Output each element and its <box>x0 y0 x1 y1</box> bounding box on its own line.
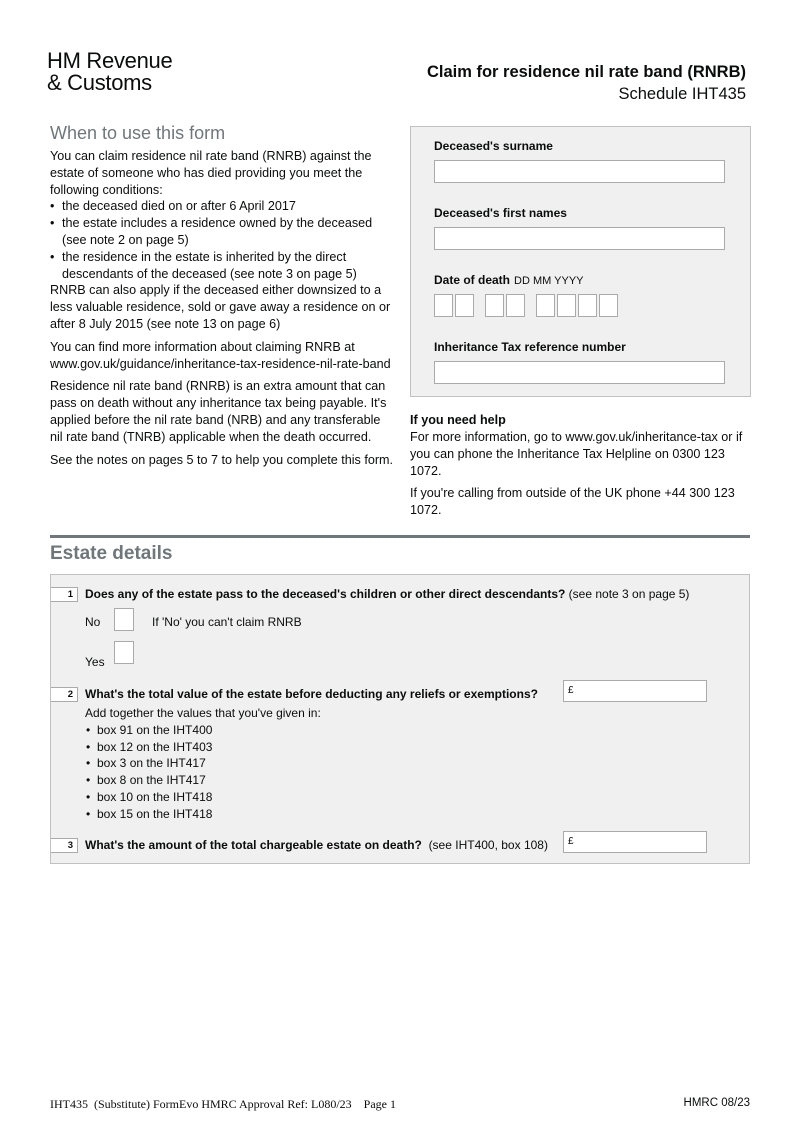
question-3-label: What's the amount of the total chargeable estate on death? <box>85 838 422 852</box>
box-reference-item: • box 91 on the IHT400 <box>85 722 321 739</box>
question-3-text <box>85 838 548 852</box>
month-digit-2[interactable] <box>506 294 525 317</box>
question-2-guidance <box>85 705 321 823</box>
surname-input[interactable] <box>434 160 725 183</box>
box-reference-item: • box 12 on the IHT403 <box>85 739 321 756</box>
footer-reference: IHT435 (Substitute) FormEvo HMRC Approval Ref: L080/23 Page 1 <box>50 1097 396 1111</box>
iht-reference-label: Inheritance Tax reference number <box>434 340 626 354</box>
downsize-text: RNRB can also apply if the deceased either downsized to a less valuable residence, sold or gave away a residence on or after 8 July 2015 (see note 13 on page 6) <box>50 283 391 331</box>
help-heading: If you need help <box>410 413 506 427</box>
box-reference-item: • box 3 on the IHT417 <box>85 755 321 772</box>
see-notes-text: See the notes on pages 5 to 7 to help you complete this form. <box>50 452 394 467</box>
condition-item: • the residence in the estate is inherited by the direct descendants of the deceased (see note 3 on page 5) <box>50 249 395 283</box>
help-section <box>410 412 750 524</box>
section-divider <box>50 535 750 538</box>
rnrb-explanation: Residence nil rate band (RNRB) is an extra amount that can pass on death without any inheritance tax being payable. It's applied before the nil rate band (NRB) and any transferable nil rate band (TNRB) applicable when the death occurred. <box>50 379 387 444</box>
date-of-death-label <box>434 273 584 287</box>
question-2-text: What's the total value of the estate before deducting any reliefs or exemptions? <box>85 687 538 701</box>
box-reference-item: • box 15 on the IHT418 <box>85 806 321 823</box>
option-yes-label: Yes <box>85 655 105 669</box>
when-to-use-heading: When to use this form <box>50 123 226 143</box>
intro-text: You can claim residence nil rate band (RNRB) against the estate of someone who has died providing you meet the following conditions: <box>50 149 372 197</box>
yes-checkbox[interactable] <box>114 641 134 664</box>
no-checkbox[interactable] <box>114 608 134 631</box>
day-digit-1[interactable] <box>434 294 453 317</box>
question-1-note: (see note 3 on page 5) <box>568 587 690 601</box>
first-names-input[interactable] <box>434 227 725 250</box>
month-group <box>485 294 527 317</box>
logo-line-1: HM Revenue <box>47 48 173 73</box>
question-1-text <box>85 587 689 601</box>
year-digit-2[interactable] <box>557 294 576 317</box>
day-group <box>434 294 476 317</box>
surname-label: Deceased's surname <box>434 139 553 153</box>
estate-value-input[interactable]: £ <box>563 680 707 702</box>
logo-line-2: & Customs <box>47 70 152 95</box>
chargeable-estate-input[interactable]: £ <box>563 831 707 853</box>
month-digit-1[interactable] <box>485 294 504 317</box>
no-option-note: If 'No' you can't claim RNRB <box>152 615 302 629</box>
form-schedule: Schedule IHT435 <box>618 85 746 103</box>
question-2-intro: Add together the values that you've given in: <box>85 706 321 720</box>
date-of-death-label-text: Date of death <box>434 273 511 287</box>
box-reference-list <box>85 722 321 823</box>
iht-reference-input[interactable] <box>434 361 725 384</box>
option-no-label: No <box>85 615 101 629</box>
conditions-list <box>50 198 395 282</box>
footer-version: HMRC 08/23 <box>683 1097 750 1109</box>
condition-item: • the estate includes a residence owned by the deceased (see note 2 on page 5) <box>50 215 395 249</box>
question-1-label: Does any of the estate pass to the deceased's children or other direct descendants? <box>85 587 566 601</box>
first-names-label: Deceased's first names <box>434 206 567 220</box>
deceased-details-panel <box>410 126 751 397</box>
question-number: 3 <box>51 838 78 853</box>
question-number: 2 <box>51 687 78 702</box>
estate-details-panel <box>50 574 750 864</box>
form-title-block <box>427 61 746 105</box>
date-format-hint: DD MM YYYY <box>514 275 584 287</box>
date-of-death-input <box>434 294 629 317</box>
box-reference-item: • box 8 on the IHT417 <box>85 772 321 789</box>
question-3-note: (see IHT400, box 108) <box>428 838 548 852</box>
estate-details-heading: Estate details <box>50 543 173 564</box>
box-reference-item: • box 10 on the IHT418 <box>85 789 321 806</box>
help-text: For more information, go to www.gov.uk/inheritance-tax or if you can phone the Inheritance Tax Helpline on 0300 123 1072. <box>410 430 743 478</box>
year-digit-1[interactable] <box>536 294 555 317</box>
help-international-text: If you're calling from outside of the UK phone +44 300 123 1072. <box>410 486 735 517</box>
condition-item: • the deceased died on or after 6 April 2017 <box>50 198 395 215</box>
year-digit-4[interactable] <box>599 294 618 317</box>
when-to-use-section <box>50 122 395 474</box>
year-digit-3[interactable] <box>578 294 597 317</box>
more-info-text: You can find more information about claiming RNRB at www.gov.uk/guidance/inheritance-tax-residence-nil-rate-band <box>50 339 391 371</box>
year-group <box>536 294 620 317</box>
question-number: 1 <box>51 587 78 602</box>
form-title: Claim for residence nil rate band (RNRB) <box>426 63 746 81</box>
day-digit-2[interactable] <box>455 294 474 317</box>
hmrc-logo <box>47 50 172 94</box>
